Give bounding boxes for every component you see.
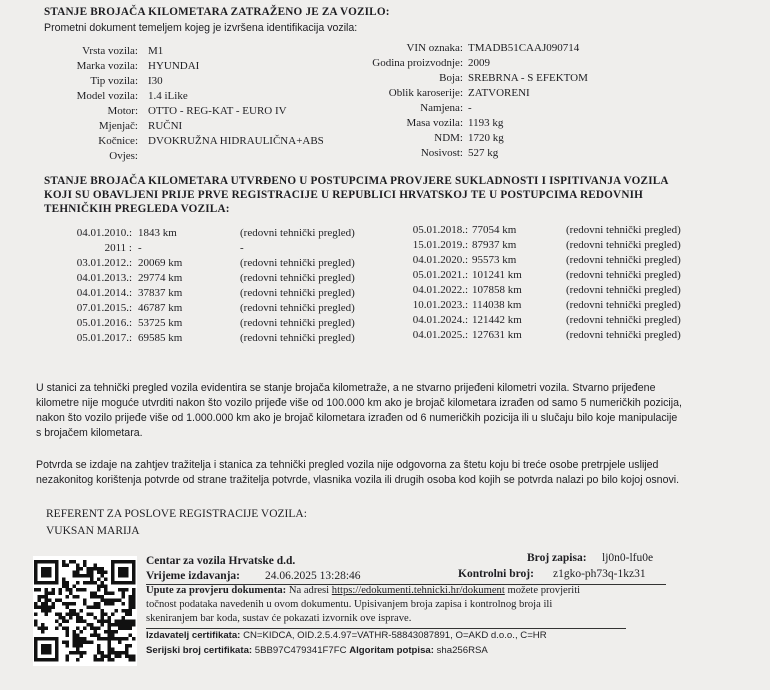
- reading-km: -: [138, 242, 142, 254]
- reading-km: 1843 km: [138, 227, 177, 239]
- reading-date: 04.01.2014.:: [76, 287, 132, 299]
- reading-type: (redovni tehnički pregled): [566, 284, 681, 296]
- serijski-value: 5BB97C479341F7FC: [254, 645, 347, 656]
- reading-type: (redovni tehnički pregled): [566, 299, 681, 311]
- readings-heading-line3: TEHNIČKIH PREGLEDA VOZILA:: [44, 203, 230, 215]
- reading-date: 04.01.2020.:: [412, 254, 468, 266]
- reading-km: 46787 km: [138, 302, 183, 314]
- reading-type: (redovni tehnički pregled): [240, 227, 355, 239]
- izdavatelj-label: Izdavatelj certifikata:: [146, 630, 241, 641]
- ovjes-label: Ovjes:: [109, 150, 138, 162]
- reading-type: (redovni tehnički pregled): [566, 269, 681, 281]
- broj-zapisa-value: lj0n0-lfu0e: [602, 552, 654, 564]
- tip-value: I30: [148, 75, 163, 87]
- upute-post: možete provjeriti: [507, 585, 581, 596]
- reading-date: 04.01.2024.:: [412, 314, 468, 326]
- reading-km: 69585 km: [138, 332, 183, 344]
- reading-km: 53725 km: [138, 317, 183, 329]
- karoserija-label: Oblik karoserije:: [388, 87, 463, 99]
- boja-label: Boja:: [439, 72, 463, 84]
- kontrolni-label: Kontrolni broj:: [458, 568, 534, 580]
- reading-type: (redovni tehnički pregled): [240, 272, 355, 284]
- reading-type: (redovni tehnički pregled): [240, 257, 355, 269]
- masa-label: Masa vozila:: [406, 117, 463, 129]
- kontrolni-value: z1gko-ph73q-1kz31: [553, 568, 646, 580]
- model-label: Model vozila:: [76, 90, 138, 102]
- vrsta-label: Vrsta vozila:: [82, 45, 138, 57]
- reading-date: 15.01.2019.:: [412, 239, 468, 251]
- reading-date: 07.01.2015.:: [76, 302, 132, 314]
- document-subtitle: Prometni dokument temeljem kojeg je izvršena identifikacija vozila:: [44, 22, 358, 34]
- tip-label: Tip vozila:: [90, 75, 138, 87]
- reading-type: (redovni tehnički pregled): [240, 317, 355, 329]
- reading-date: 04.01.2010.:: [76, 227, 132, 239]
- reading-type: (redovni tehnički pregled): [566, 239, 681, 251]
- reading-km: 29774 km: [138, 272, 183, 284]
- reading-km: 37837 km: [138, 287, 183, 299]
- disclaimer-line: nakon što vozilo prijeđe više od 1.000.000 km ako je brojač kilometara izrađen od 6 numeričkih pozicija ili u slučaju bilo koje manipulacije: [36, 412, 678, 424]
- disclaimer-line: nezakonitog korištenja potvrde od strane tražitelja potvrde, vlasnika vozila ili drugih osoba kod kojih se potvrda nalazi po bilo kojoj osnovi.: [36, 474, 680, 486]
- reading-date: 05.01.2021.:: [412, 269, 468, 281]
- reading-type: (redovni tehnički pregled): [566, 224, 681, 236]
- marka-value: HYUNDAI: [148, 60, 200, 72]
- upute-line2: točnost podataka navedenih u ovom dokumentu. Upisivanjem broja zapisa i kontrolnog broja ili: [146, 599, 553, 610]
- reading-type: (redovni tehnički pregled): [240, 302, 355, 314]
- reading-km: 87937 km: [472, 239, 517, 251]
- disclaimer-line: kilometre nije moguće utvrditi nakon što vozilo prijeđe više od 100.000 km ako je brojač kilometara izrađen od samo 5 numeričkih pozicija,: [36, 397, 682, 409]
- reading-km: 101241 km: [472, 269, 522, 281]
- referent-title: REFERENT ZA POSLOVE REGISTRACIJE VOZILA:: [46, 508, 307, 520]
- upute-label: Upute za provjeru dokumenta:: [146, 585, 287, 596]
- reading-km: 20069 km: [138, 257, 183, 269]
- reading-date: 05.01.2017.:: [76, 332, 132, 344]
- motor-label: Motor:: [107, 105, 138, 117]
- odometer-disclaimer: [36, 381, 726, 441]
- issuer-org: Centar za vozila Hrvatske d.d.: [146, 555, 296, 567]
- mjenjac-label: Mjenjač:: [98, 120, 138, 132]
- vrijeme-value: 24.06.2025 13:28:46: [265, 570, 361, 582]
- verification-link[interactable]: https://edokumenti.tehnicki.hr/dokument: [331, 585, 505, 596]
- reading-type: (redovni tehnički pregled): [240, 287, 355, 299]
- liability-disclaimer: [36, 458, 726, 488]
- upute-line3: skeniranjem bar koda, sustav će pokazati izvornik ove isprave.: [146, 613, 412, 624]
- reading-date: 05.01.2018.:: [412, 224, 468, 236]
- reading-type: (redovni tehnički pregled): [240, 332, 355, 344]
- broj-zapisa-label: Broj zapisa:: [527, 552, 587, 564]
- namjena-value: -: [468, 102, 472, 114]
- reading-km: 127631 km: [472, 329, 522, 341]
- document-title: STANJE BROJAČA KILOMETARA ZATRAŽENO JE ZA VOZILO:: [44, 6, 390, 18]
- reading-km: 95573 km: [472, 254, 517, 266]
- reading-km: 77054 km: [472, 224, 517, 236]
- vrsta-value: M1: [148, 45, 164, 57]
- vin-label: VIN oznaka:: [406, 42, 463, 54]
- qr-code: [33, 556, 137, 666]
- reading-date: 10.01.2023.:: [412, 299, 468, 311]
- godina-label: Godina proizvodnje:: [372, 57, 463, 69]
- masa-value: 1193 kg: [468, 117, 504, 129]
- upute-pre: Na adresi: [288, 585, 330, 596]
- marka-label: Marka vozila:: [76, 60, 138, 72]
- namjena-label: Namjena:: [420, 102, 463, 114]
- reading-date: 03.01.2012.:: [76, 257, 132, 269]
- motor-value: OTTO - REG-KAT - EURO IV: [148, 105, 287, 117]
- nosivost-value: 527 kg: [468, 147, 499, 159]
- mjenjac-value: RUČNI: [148, 120, 183, 132]
- algoritam-label: Algoritam potpisa:: [349, 645, 434, 656]
- reading-km: 121442 km: [472, 314, 522, 326]
- reading-type: -: [240, 242, 244, 254]
- godina-value: 2009: [468, 57, 490, 69]
- reading-date: 04.01.2025.:: [412, 329, 468, 341]
- reading-date: 04.01.2013.:: [76, 272, 132, 284]
- vrijeme-label: Vrijeme izdavanja:: [146, 570, 240, 582]
- kocnice-label: Kočnice:: [98, 135, 138, 147]
- boja-value: SREBRNA - S EFEKTOM: [468, 72, 588, 84]
- reading-date: 2011 :: [104, 242, 132, 254]
- reading-type: (redovni tehnički pregled): [566, 314, 681, 326]
- vin-value: TMADB51CAAJ090714: [468, 42, 580, 54]
- nosivost-label: Nosivost:: [420, 147, 463, 159]
- serijski-label: Serijski broj certifikata:: [146, 645, 253, 656]
- readings-heading-line1: STANJE BROJAČA KILOMETARA UTVRĐENO U POSTUPCIMA PROVJERE SUKLADNOSTI I ISPITIVANJA VOZILA: [44, 175, 669, 187]
- reading-km: 107858 km: [472, 284, 522, 296]
- reading-type: (redovni tehnički pregled): [566, 254, 681, 266]
- reading-km: 114038 km: [472, 299, 522, 311]
- izdavatelj-value: CN=KIDCA, OID.2.5.4.97=VATHR-58843087891, O=AKD d.o.o., C=HR: [243, 630, 547, 641]
- disclaimer-line: Potvrda se izdaje na zahtjev tražitelja i stanica za tehnički pregled vozila nije odgovorna za štetu koju bi treće osobe pretrpjele uslijed: [36, 459, 659, 471]
- referent-name: VUKSAN MARIJA: [46, 525, 140, 537]
- ndm-label: NDM:: [434, 132, 463, 144]
- reading-type: (redovni tehnički pregled): [566, 329, 681, 341]
- reading-date: 04.01.2022.:: [412, 284, 468, 296]
- model-value: 1.4 iLike: [148, 90, 188, 102]
- kocnice-value: DVOKRUŽNA HIDRAULIČNA+ABS: [148, 135, 324, 147]
- algoritam-value: sha256RSA: [436, 645, 488, 656]
- karoserija-value: ZATVORENI: [468, 87, 530, 99]
- disclaimer-line: s brojačem kilometara.: [36, 427, 143, 439]
- readings-heading-line2: KOJI SU OBAVLJENI PRIJE PRVE REGISTRACIJE U REPUBLICI HRVATSKOJ TE U POSTUPCIMA REDOVNIH: [44, 189, 644, 201]
- reading-date: 05.01.2016.:: [76, 317, 132, 329]
- disclaimer-line: U stanici za tehnički pregled vozila evidentira se stanje brojača kilometraže, a ne stvarno prijeđeni kilometri vozila. Stvarno prijeđene: [36, 382, 656, 394]
- ndm-value: 1720 kg: [468, 132, 504, 144]
